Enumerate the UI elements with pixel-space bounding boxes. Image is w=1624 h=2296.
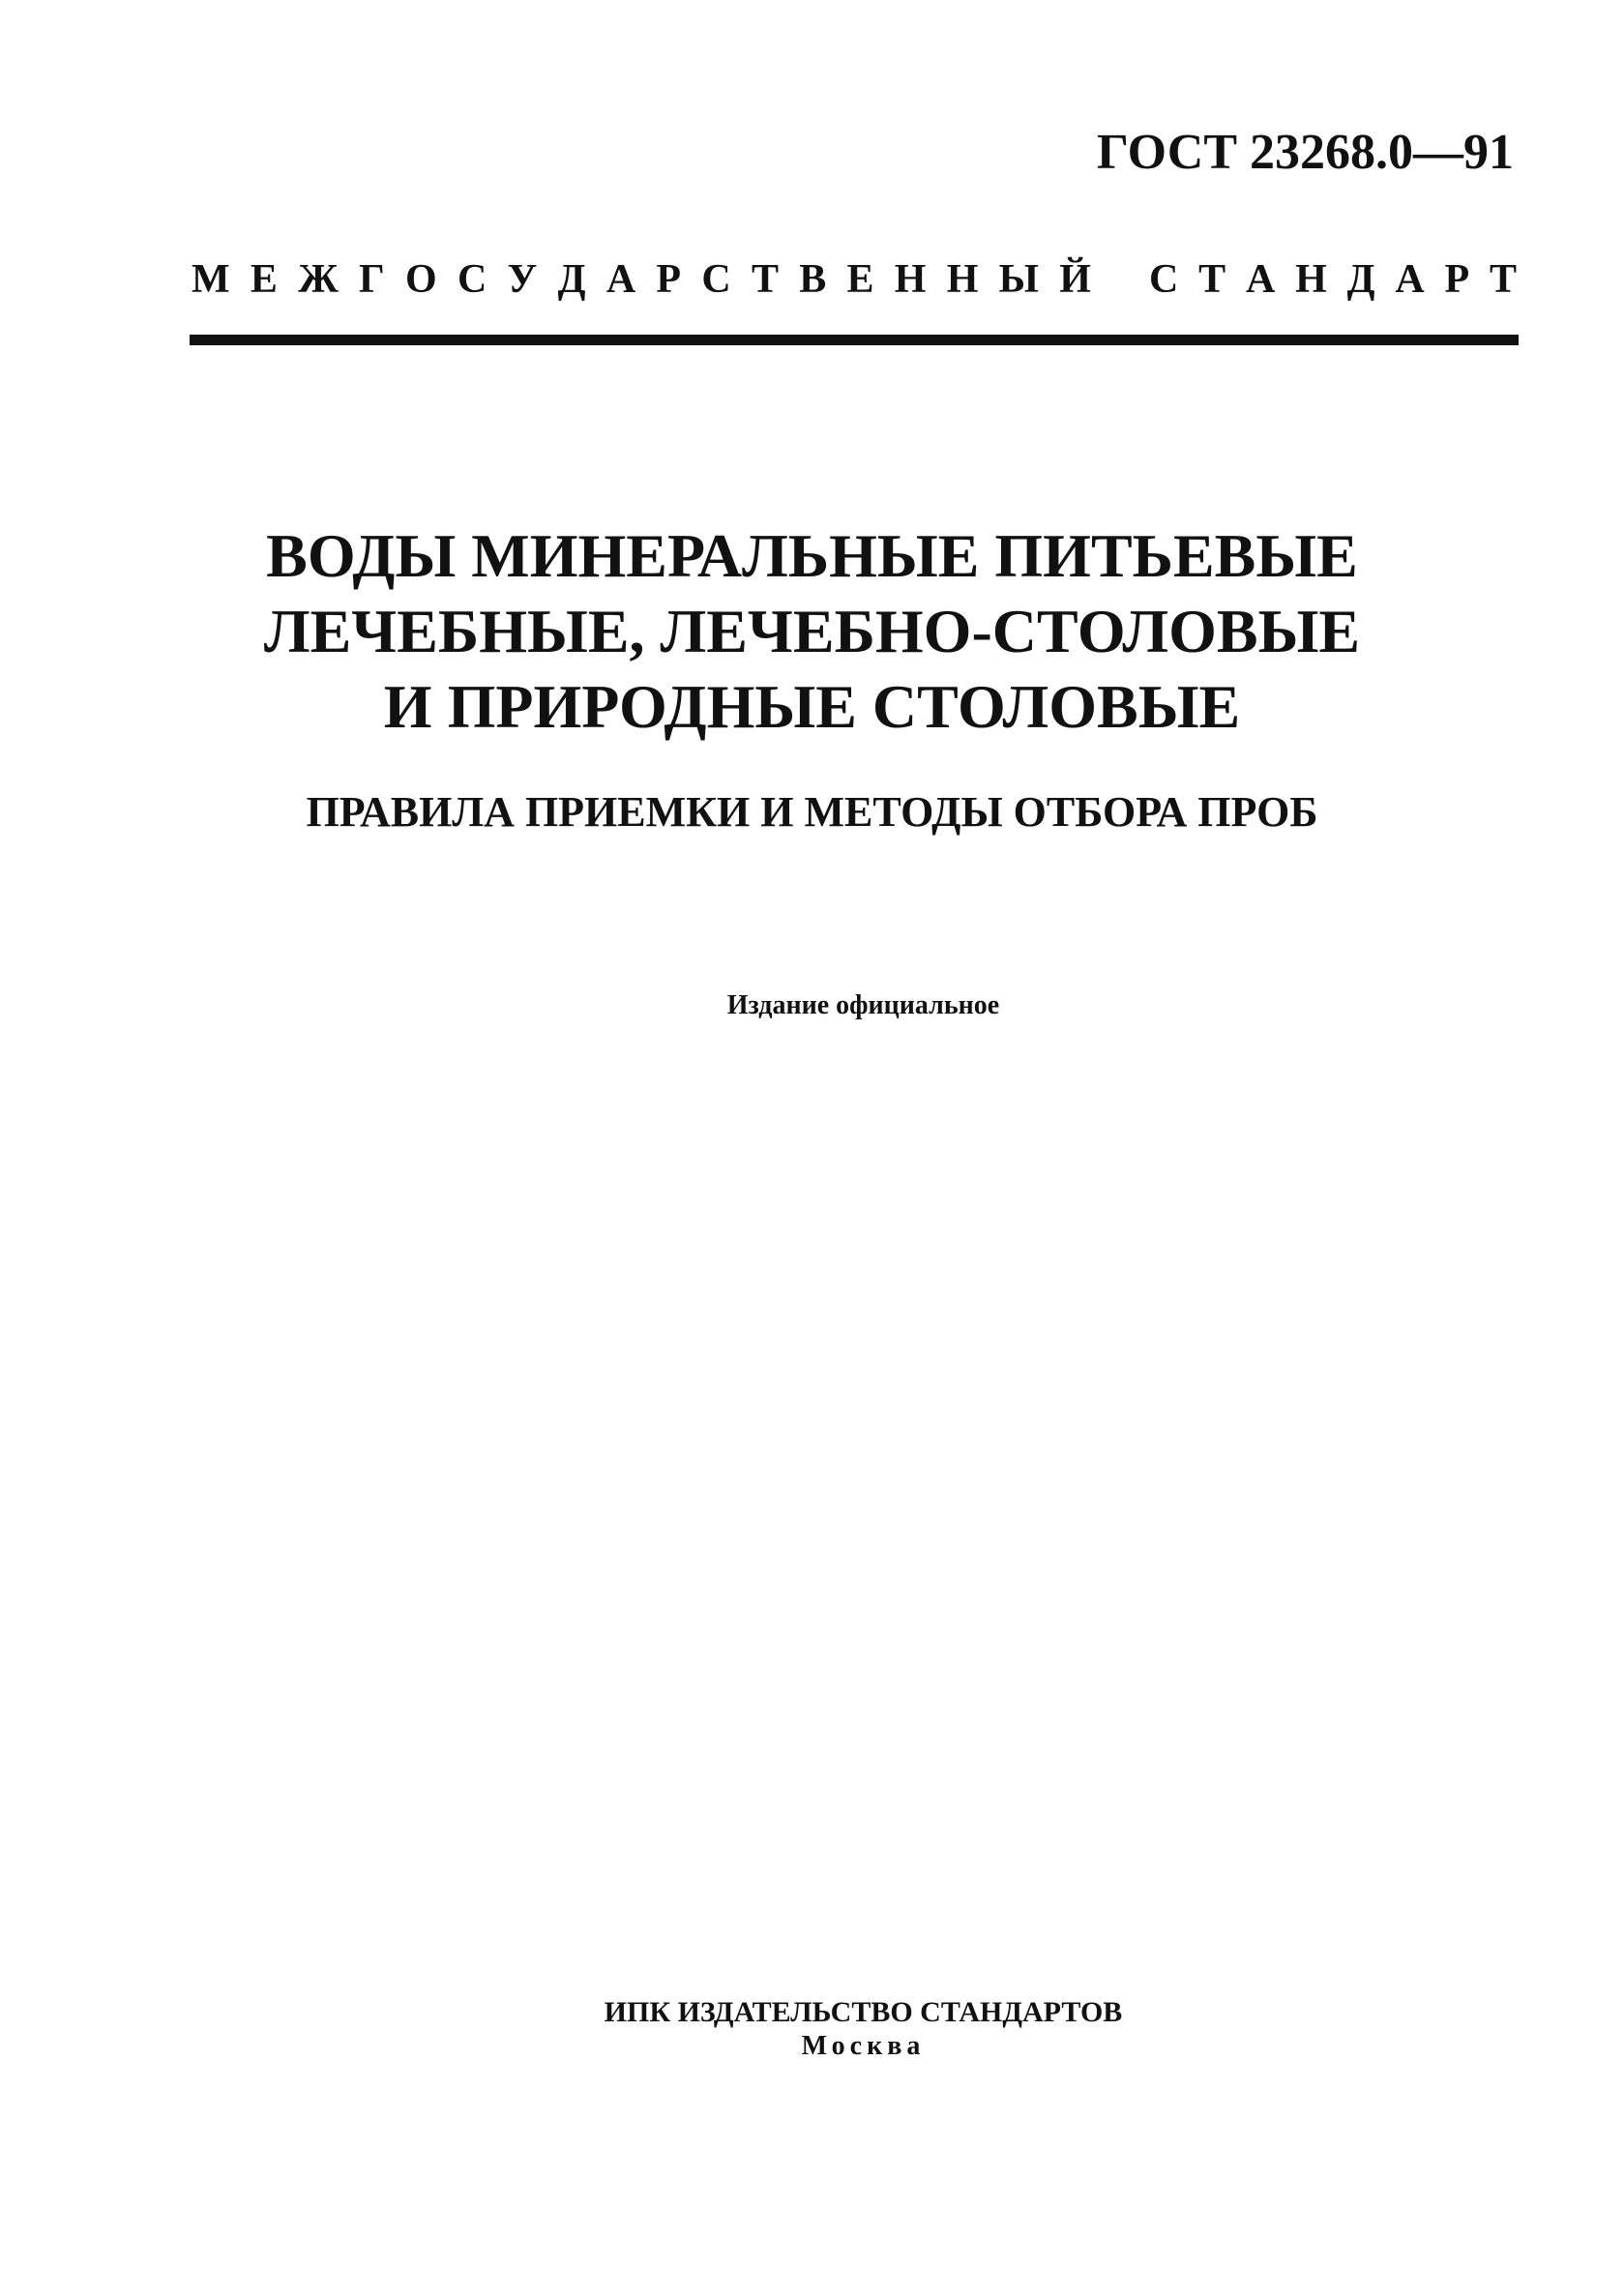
heading-letter: Т bbox=[1489, 257, 1517, 302]
heading-letter: М bbox=[192, 257, 230, 302]
heading-letter: Р bbox=[656, 257, 682, 302]
heading-letter: Т bbox=[1198, 257, 1226, 302]
standard-type-word-2 bbox=[1149, 256, 1517, 303]
heading-letter: Д bbox=[557, 257, 586, 302]
heading-letter: А bbox=[1245, 257, 1276, 302]
heading-letter: Г bbox=[359, 257, 385, 302]
heading-letter: Р bbox=[1444, 257, 1470, 302]
heading-letter: А bbox=[605, 257, 636, 302]
title-line-1: ВОДЫ МИНЕРАЛЬНЫЕ ПИТЬЕВЫЕ bbox=[266, 521, 1358, 590]
heading-letter: Е bbox=[250, 257, 278, 302]
heading-letter: Н bbox=[946, 257, 979, 302]
heading-letter: А bbox=[1395, 257, 1425, 302]
document-subtitle: ПРАВИЛА ПРИЕМКИ И МЕТОДЫ ОТБОРА ПРОБ bbox=[306, 788, 1318, 836]
heading-letter: Н bbox=[894, 257, 927, 302]
publisher-name: ИПК ИЗДАТЕЛЬСТВО СТАНДАРТОВ bbox=[604, 1996, 1123, 2028]
heading-letter: У bbox=[507, 257, 538, 302]
document-number: ГОСТ 23268.0—91 bbox=[1096, 125, 1514, 180]
document-title bbox=[0, 518, 1624, 745]
heading-letter: Н bbox=[1295, 257, 1327, 302]
heading-letter: Й bbox=[1059, 257, 1091, 302]
heading-letter: Ы bbox=[998, 257, 1039, 302]
heading-letter: Д bbox=[1346, 257, 1375, 302]
title-line-3: И ПРИРОДНЫЕ СТОЛОВЫЕ bbox=[383, 672, 1241, 741]
standard-type-word-1 bbox=[192, 256, 1091, 303]
edition-note: Издание официальное bbox=[726, 990, 1000, 1020]
heading-letter: С bbox=[1149, 257, 1179, 302]
heading-rule bbox=[190, 335, 1519, 345]
title-line-2: ЛЕЧЕБНЫЕ, ЛЕЧЕБНО-СТОЛОВЫЕ bbox=[263, 597, 1361, 665]
standard-type-heading bbox=[192, 256, 1517, 303]
heading-letter: Т bbox=[751, 257, 779, 302]
heading-letter: В bbox=[799, 257, 827, 302]
heading-letter: С bbox=[457, 257, 487, 302]
heading-letter: О bbox=[405, 257, 437, 302]
publisher-city: Москва bbox=[801, 2031, 926, 2061]
heading-letter: С bbox=[701, 257, 731, 302]
heading-letter: Е bbox=[846, 257, 874, 302]
heading-letter: Ж bbox=[298, 257, 339, 302]
